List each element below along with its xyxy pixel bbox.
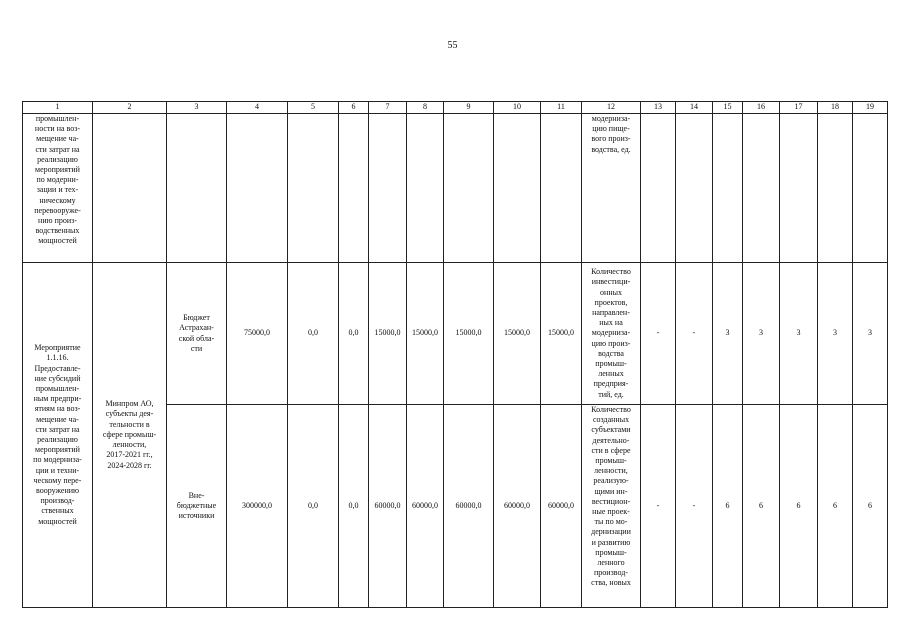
- header-cell: 9: [444, 102, 494, 114]
- indicator-cell: Количество созданных субъектами деятельно- сти в сфере промыш- ленности, реализую- щими ин- вестицион- ные проек- ты по мо- дернизации и развитию промыш- ленного производ- ства, новых: [582, 405, 641, 608]
- target-cell: 6: [818, 405, 853, 608]
- event-name: Мероприятие 1.1.16. Предоставле- ние субсидий промышлен- ным предпри- ятиям на воз- мещение ча- сти затрат на реализацию мероприятий по модерниза- ции и техни- ческому пере- вооружению производ- ственных мощностей: [23, 263, 93, 608]
- value-cell: 0,0: [339, 405, 369, 608]
- header-cell: 13: [641, 102, 676, 114]
- target-cell: 6: [713, 405, 743, 608]
- funding-source: Бюджет Астрахан- ской обла- сти: [167, 263, 227, 405]
- continued-event-name: промышлен- ности на воз- мещение ча- сти затрат на реализацию мероприятий по модерни- зации и тех- ническому перевооруже- нию произ- водственных мощностей: [23, 114, 93, 263]
- header-cell: 19: [853, 102, 888, 114]
- value-cell: 15000,0: [494, 263, 541, 405]
- header-cell: 7: [369, 102, 407, 114]
- value-cell: 75000,0: [227, 263, 288, 405]
- value-cell: 15000,0: [541, 263, 582, 405]
- target-cell: 6: [780, 405, 818, 608]
- target-cell: 6: [743, 405, 780, 608]
- header-cell: 14: [676, 102, 713, 114]
- value-cell: 0,0: [288, 405, 339, 608]
- header-cell: 11: [541, 102, 582, 114]
- target-cell: 3: [780, 263, 818, 405]
- header-cell: 2: [93, 102, 167, 114]
- value-cell: 60000,0: [444, 405, 494, 608]
- target-cell: 3: [818, 263, 853, 405]
- indicator-cell: Количество инвестици- онных проектов, направлен- ных на модерниза- цию произ- водства промыш- ленных предприя- тий, ед.: [582, 263, 641, 405]
- value-cell: 15000,0: [369, 263, 407, 405]
- value-cell: 300000,0: [227, 405, 288, 608]
- header-cell: 16: [743, 102, 780, 114]
- continuation-row: [23, 114, 888, 263]
- program-table: [22, 101, 888, 608]
- value-cell: 0,0: [288, 263, 339, 405]
- value-cell: 60000,0: [369, 405, 407, 608]
- target-cell: 3: [853, 263, 888, 405]
- header-cell: 6: [339, 102, 369, 114]
- header-cell: 17: [780, 102, 818, 114]
- executor-cell: Минпром АО, субъекты дея- тельности в сфере промыш- ленности, 2017-2021 гг., 2024-2028 гг.: [93, 263, 167, 608]
- header-cell: 18: [818, 102, 853, 114]
- header-cell: 12: [582, 102, 641, 114]
- page-number: 55: [447, 40, 458, 51]
- header-cell: 8: [407, 102, 444, 114]
- header-cell: 4: [227, 102, 288, 114]
- header-cell: 5: [288, 102, 339, 114]
- column-number-row: [23, 102, 888, 114]
- header-cell: 1: [23, 102, 93, 114]
- funding-source: Вне- бюджетные источники: [167, 405, 227, 608]
- header-cell: 10: [494, 102, 541, 114]
- value-cell: 60000,0: [541, 405, 582, 608]
- value-cell: 15000,0: [444, 263, 494, 405]
- value-cell: 15000,0: [407, 263, 444, 405]
- header-cell: 3: [167, 102, 227, 114]
- table-row: [23, 263, 888, 405]
- target-cell: 3: [713, 263, 743, 405]
- target-cell: -: [676, 263, 713, 405]
- value-cell: 60000,0: [407, 405, 444, 608]
- target-cell: 6: [853, 405, 888, 608]
- value-cell: 60000,0: [494, 405, 541, 608]
- target-cell: -: [641, 405, 676, 608]
- target-cell: -: [641, 263, 676, 405]
- value-cell: 0,0: [339, 263, 369, 405]
- header-cell: 15: [713, 102, 743, 114]
- target-cell: -: [676, 405, 713, 608]
- continued-indicator: модерниза- цию пище- вого произ- водства, ед.: [582, 114, 641, 263]
- target-cell: 3: [743, 263, 780, 405]
